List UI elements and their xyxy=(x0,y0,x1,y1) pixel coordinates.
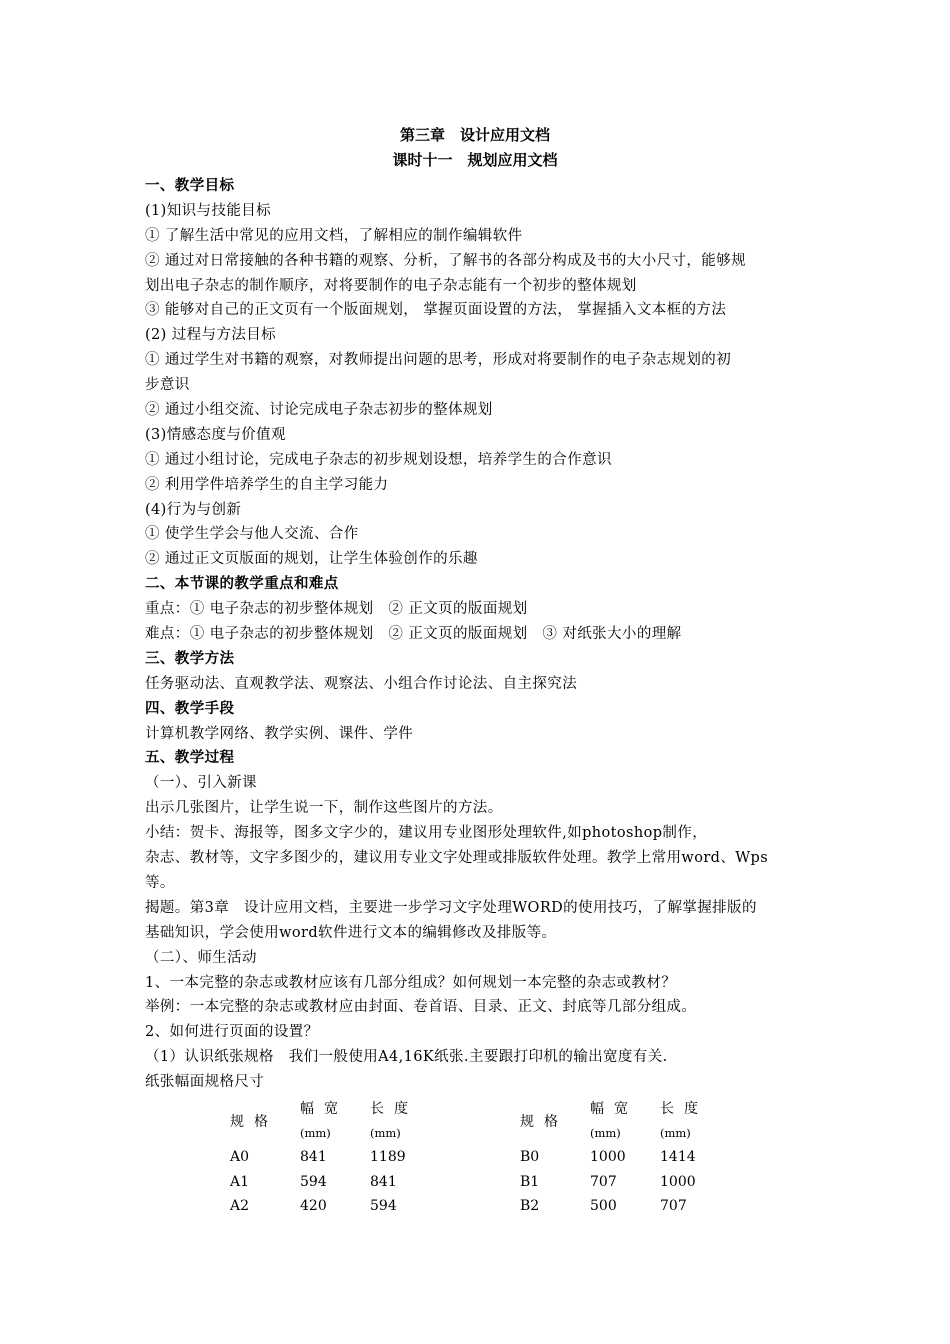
table-row xyxy=(220,1194,730,1219)
text-line: 出示几张图片，让学生说一下，制作这些图片的方法。 xyxy=(145,800,503,817)
text-line: （二）、师生活动 xyxy=(145,949,257,966)
text-line: 基础知识，学会使用word软件进行文本的编辑修改及排版等。 xyxy=(145,924,557,941)
table-header-length-b: 长度 xyxy=(660,1101,708,1118)
table-cell: 841 xyxy=(370,1173,397,1190)
text-line: 重点：① 电子杂志的初步整体规划 ② 正文页的版面规划 xyxy=(145,601,528,618)
text-line: 计算机教学网络、教学实例、课件、学件 xyxy=(145,725,414,742)
text-line: (3)情感态度与价值观 xyxy=(145,426,286,443)
section-heading: 三、教学方法 xyxy=(145,650,235,667)
text-line: 揭题。第3章 设计应用文档，主要进一步学习文字处理WORD的使用技巧，了解掌握排版的 xyxy=(145,899,757,916)
chapter-title: 第三章 设计应用文档 xyxy=(399,126,550,144)
text-line: (1)知识与技能目标 xyxy=(145,202,272,219)
table-cell: 500 xyxy=(590,1198,617,1215)
table-header-length: 长度 xyxy=(370,1101,418,1118)
text-line: ① 使学生学会与他人交流、合作 xyxy=(145,526,359,543)
table-cell: 707 xyxy=(590,1173,617,1190)
table-unit: (mm) xyxy=(370,1125,401,1140)
section-heading: 二、本节课的教学重点和难点 xyxy=(145,576,339,593)
section-heading: 五、教学过程 xyxy=(145,750,235,767)
table-unit: (mm) xyxy=(590,1125,621,1140)
table-cell: 841 xyxy=(300,1149,327,1166)
text-line: 小结：贺卡、海报等，图多文字少的，建议用专业图形处理软件,如photoshop制作， xyxy=(145,825,708,842)
table-cell: B0 xyxy=(520,1149,540,1166)
table-cell: 594 xyxy=(300,1173,327,1190)
table-header-width-b: 幅宽 xyxy=(590,1101,638,1118)
text-line: 1、一本完整的杂志或教材应该有几部分组成？如何规划一本完整的杂志或教材？ xyxy=(145,974,677,991)
table-cell: A0 xyxy=(230,1149,250,1166)
text-line: ① 通过学生对书籍的观察，对教师提出问题的思考，形成对将要制作的电子杂志规划的初 xyxy=(145,352,732,369)
table-unit: (mm) xyxy=(660,1125,691,1140)
text-line: ② 通过小组交流、讨论完成电子杂志初步的整体规划 xyxy=(145,402,493,419)
table-cell: 1000 xyxy=(590,1149,626,1166)
table-cell: A2 xyxy=(230,1198,250,1215)
table-row xyxy=(220,1170,730,1195)
text-line: 步意识 xyxy=(145,377,190,394)
text-line: ① 了解生活中常见的应用文档，了解相应的制作编辑软件 xyxy=(145,227,523,244)
paper-size-table xyxy=(220,1096,730,1219)
table-cell: 1414 xyxy=(660,1149,696,1166)
table-cell: B1 xyxy=(520,1173,540,1190)
text-line: 2、如何进行页面的设置？ xyxy=(145,1024,319,1041)
text-line: ③ 能够对自己的正文页有一个版面规划， 掌握页面设置的方法， 掌握插入文本框的方法 xyxy=(145,302,727,319)
text-line: ① 通过小组讨论，完成电子杂志的初步规划设想，培养学生的合作意识 xyxy=(145,451,612,468)
table-row xyxy=(220,1145,730,1170)
text-line: (2) 过程与方法目标 xyxy=(145,327,277,344)
section-heading: 一、教学目标 xyxy=(145,178,235,194)
table-cell: A1 xyxy=(230,1173,250,1190)
table-header-width: 幅宽 xyxy=(300,1101,348,1118)
text-line: (4)行为与创新 xyxy=(145,501,242,518)
lesson-title: 课时十一 规划应用文档 xyxy=(392,151,558,169)
table-cell: B2 xyxy=(520,1198,540,1215)
text-line: （1）认识纸张规格 我们一般使用A4,16K纸张.主要跟打印机的输出宽度有关. xyxy=(145,1049,668,1066)
table-cell: 420 xyxy=(300,1198,327,1215)
text-line: 划出电子杂志的制作顺序，对将要制作的电子杂志能有一个初步的整体规划 xyxy=(145,277,637,294)
text-line: 纸张幅面规格尺寸 xyxy=(145,1074,265,1091)
text-line: 举例：一本完整的杂志或教材应由封面、卷首语、目录、正文、封底等几部分组成。 xyxy=(145,999,697,1016)
section-heading: 四、教学手段 xyxy=(145,700,235,717)
table-header-label: 规格 xyxy=(230,1113,278,1130)
table-header-label-b: 规格 xyxy=(520,1113,568,1130)
text-line: 难点：① 电子杂志的初步整体规划 ② 正文页的版面规划 ③ 对纸张大小的理解 xyxy=(145,626,682,643)
text-line: 任务驱动法、直观教学法、观察法、小组合作讨论法、自主探究法 xyxy=(145,675,578,692)
table-cell: 1189 xyxy=(370,1149,406,1166)
table-cell: 594 xyxy=(370,1198,397,1215)
text-line: ② 通过对日常接触的各种书籍的观察、分析，了解书的各部分构成及书的大小尺寸，能够规 xyxy=(145,252,747,269)
text-line: 杂志、教材等，文字多图少的，建议用专业文字处理或排版软件处理。教学上常用word、Wps xyxy=(145,850,769,867)
table-cell: 1000 xyxy=(660,1173,696,1190)
text-line: 等。 xyxy=(145,874,175,891)
text-line: ② 利用学件培养学生的自主学习能力 xyxy=(145,476,389,493)
text-line: （一）、引入新课 xyxy=(145,775,257,792)
table-unit: (mm) xyxy=(300,1125,331,1140)
document-body xyxy=(145,174,810,1095)
table-cell: 707 xyxy=(660,1198,687,1215)
text-line: ② 通过正文页版面的规划，让学生体验创作的乐趣 xyxy=(145,551,478,568)
